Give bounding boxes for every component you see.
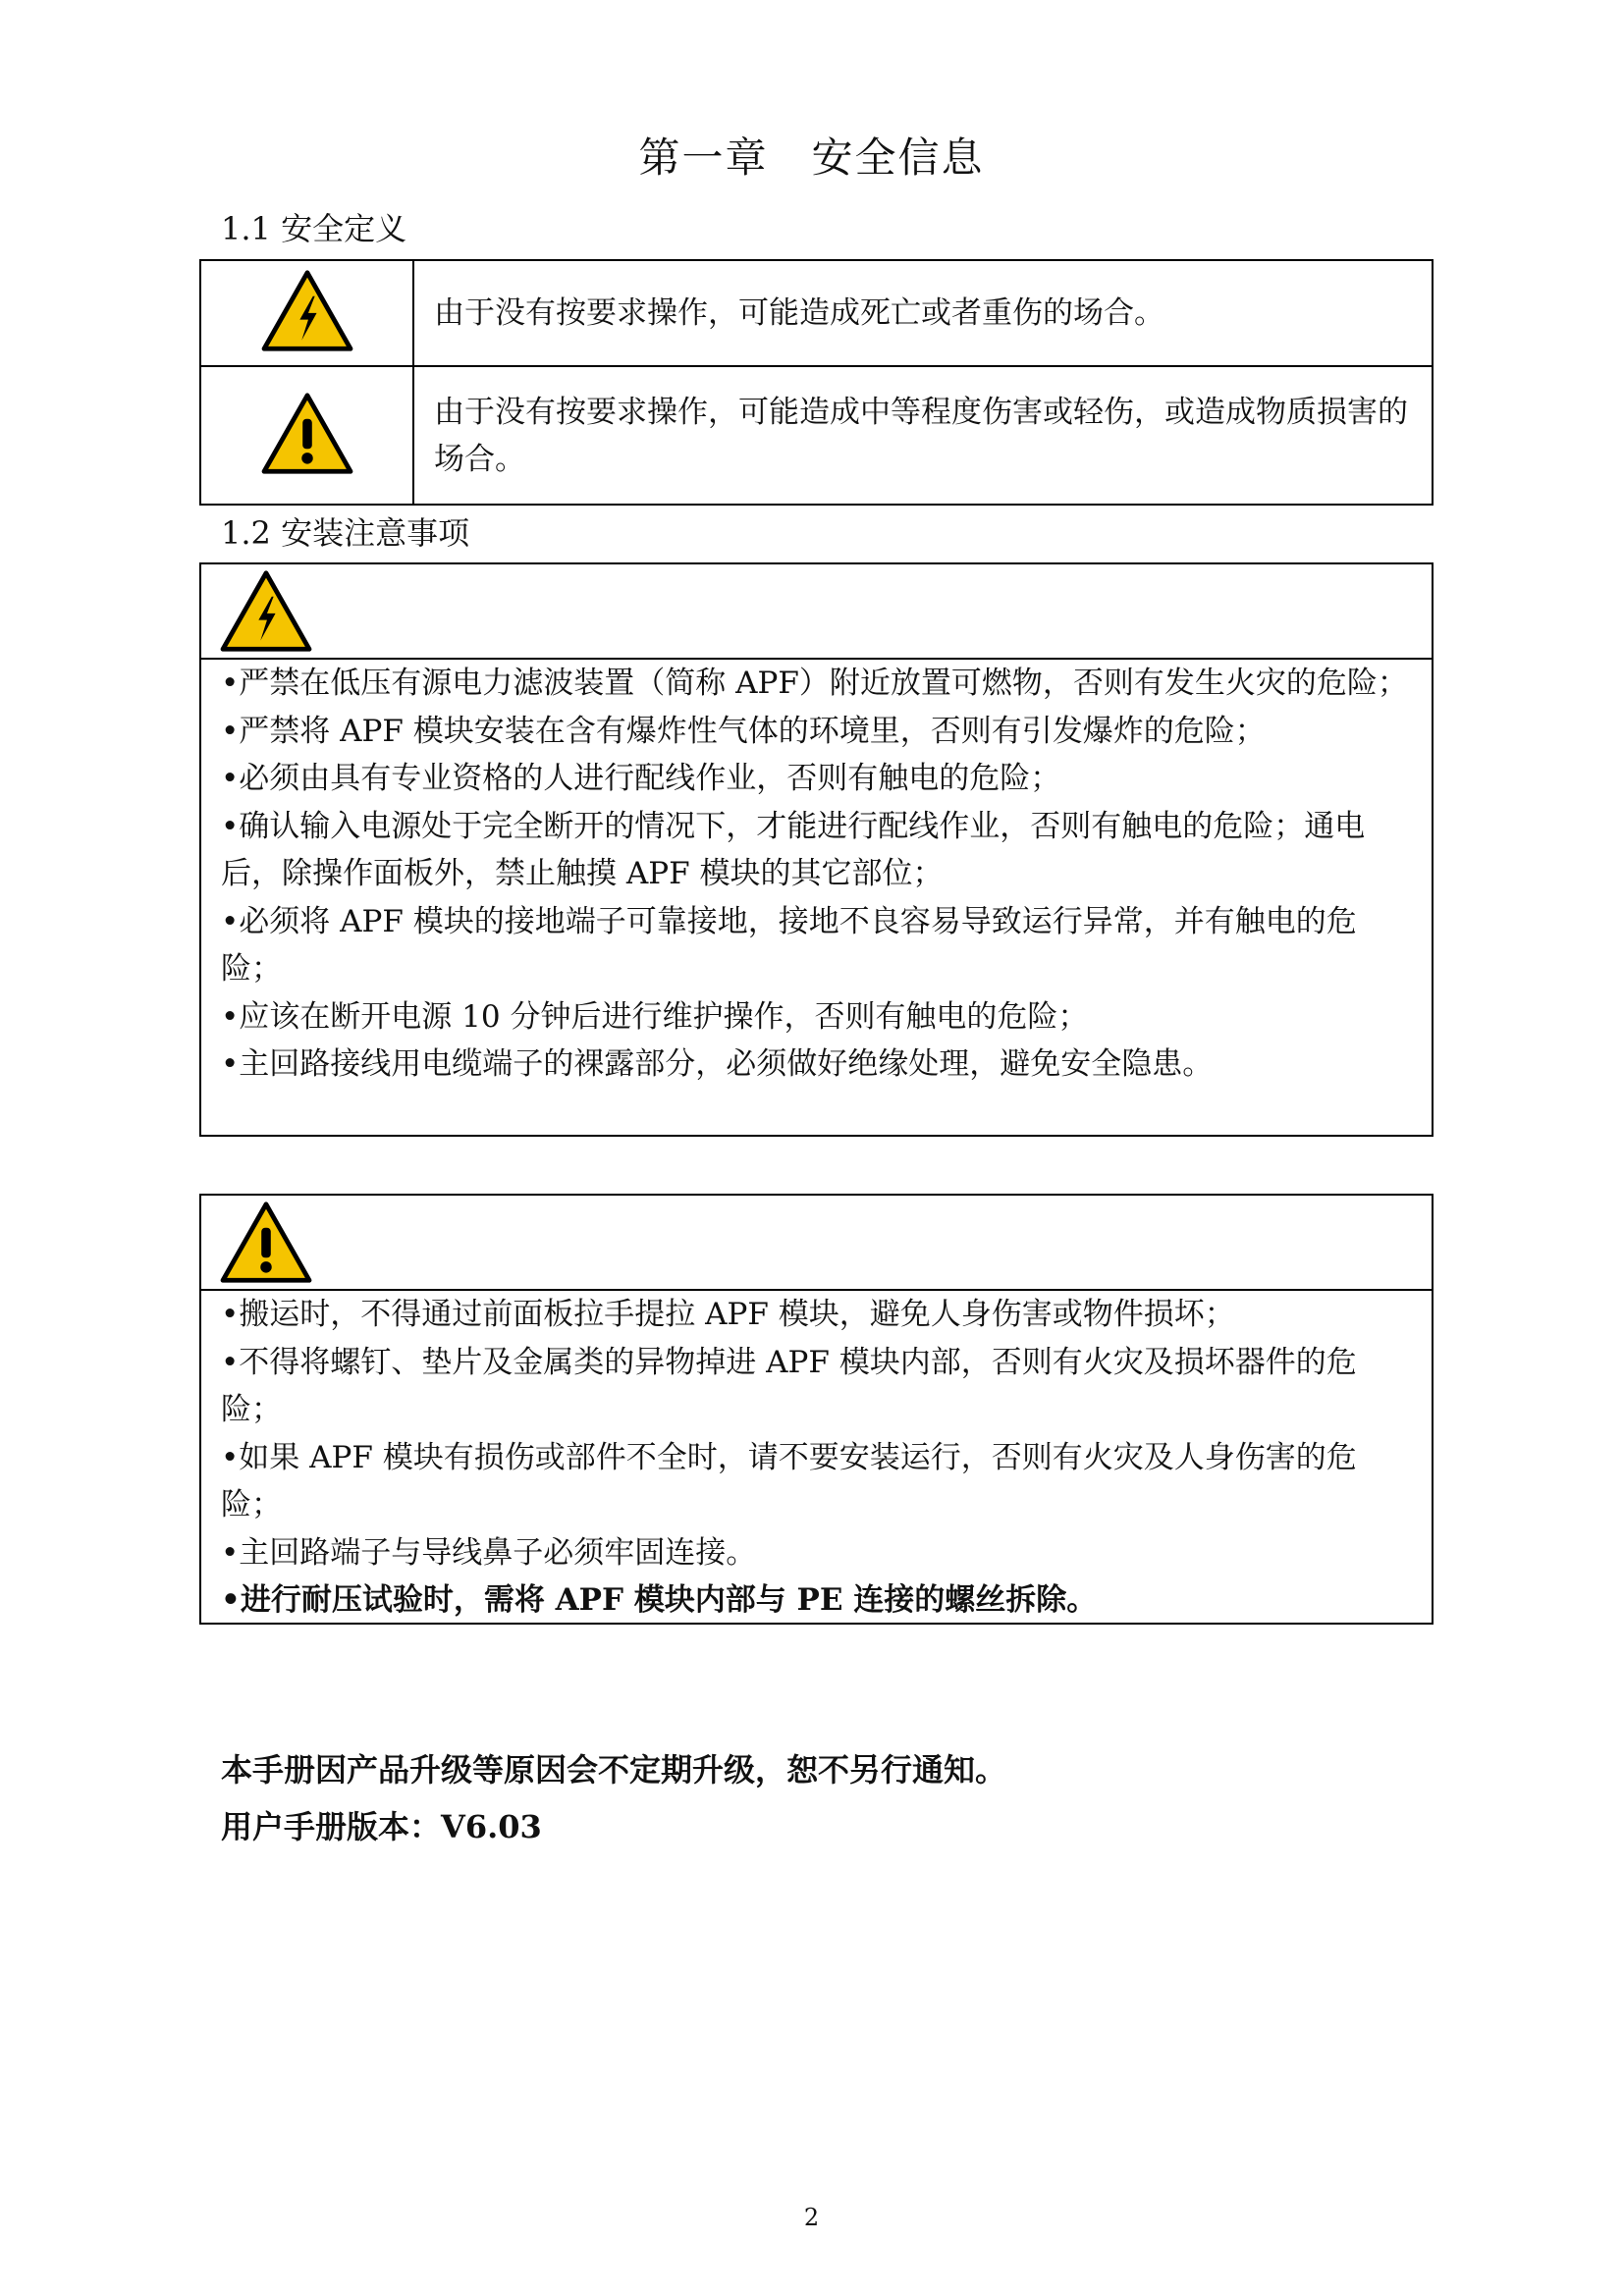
notice-item: •必须由具有专业资格的人进行配线作业，否则有触电的危险； — [221, 761, 1061, 796]
notice-item: •如果 APF 模块有损伤或部件不全时，请不要安装运行，否则有火灾及人身伤害的危险； — [221, 1439, 1357, 1522]
notice-item: •搬运时，不得通过前面板拉手提拉 APF 模块，避免人身伤害或物件损坏； — [221, 1297, 1235, 1332]
notice-item: •必须将 APF 模块的接地端子可靠接地，接地不良容易导致运行异常，并有触电的危险； — [221, 903, 1357, 987]
definition-row-warning — [201, 366, 1432, 504]
notice-body — [201, 1291, 1432, 1625]
notice-item: •不得将螺钉、垫片及金属类的异物掉进 APF 模块内部，否则有火灾及损坏器件的危险； — [221, 1344, 1357, 1427]
notice-item: •进行耐压试验时，需将 APF 模块内部与 PE 连接的螺丝拆除。 — [221, 1582, 1098, 1618]
definition-row-danger — [201, 261, 1432, 366]
danger-notice-box — [199, 562, 1434, 1137]
definition-text-warning: 由于没有按要求操作，可能造成中等程度伤害或轻伤，或造成物质损害的场合。 — [413, 366, 1432, 504]
icon-cell — [201, 366, 413, 504]
notice-item: •确认输入电源处于完全断开的情况下，才能进行配线作业，否则有触电的危险；通电后，除操作面板外，禁止触摸 APF 模块的其它部位； — [221, 808, 1366, 891]
notice-item: •应该在断开电源 10 分钟后进行维护操作，否则有触电的危险； — [221, 998, 1089, 1035]
definition-text-danger: 由于没有按要求操作，可能造成死亡或者重伤的场合。 — [413, 261, 1432, 366]
notice-item: •严禁将 APF 模块安装在含有爆炸性气体的环境里，否则有引发爆炸的危险； — [221, 713, 1266, 749]
notice-item: •主回路端子与导线鼻子必须牢固连接。 — [221, 1534, 757, 1571]
notice-item: •主回路接线用电缆端子的裸露部分，必须做好绝缘处理，避免安全隐患。 — [221, 1046, 1214, 1082]
general-warning-icon — [260, 391, 354, 477]
warning-notice-box — [199, 1194, 1434, 1625]
notice-item: •严禁在低压有源电力滤波装置（简称 APF）附近放置可燃物，否则有发生火灾的危险； — [221, 666, 1408, 701]
chapter-title: 第一章 安全信息 — [638, 133, 985, 182]
electrical-hazard-icon — [219, 568, 313, 655]
safety-definition-table — [199, 259, 1434, 506]
icon-cell — [201, 261, 413, 366]
page-number: 2 — [803, 2204, 820, 2231]
general-warning-icon — [219, 1200, 313, 1286]
manual-version: 用户手册版本：V6.03 — [221, 1808, 542, 1845]
notice-header — [201, 564, 1432, 660]
update-notice: 本手册因产品升级等原因会不定期升级，恕不另行通知。 — [221, 1751, 1007, 1789]
section-heading-1-1: 1.1 安全定义 — [221, 210, 407, 247]
notice-header — [201, 1196, 1432, 1291]
electrical-hazard-icon — [260, 268, 354, 354]
section-heading-1-2: 1.2 安装注意事项 — [221, 514, 470, 552]
notice-body — [201, 660, 1432, 1089]
